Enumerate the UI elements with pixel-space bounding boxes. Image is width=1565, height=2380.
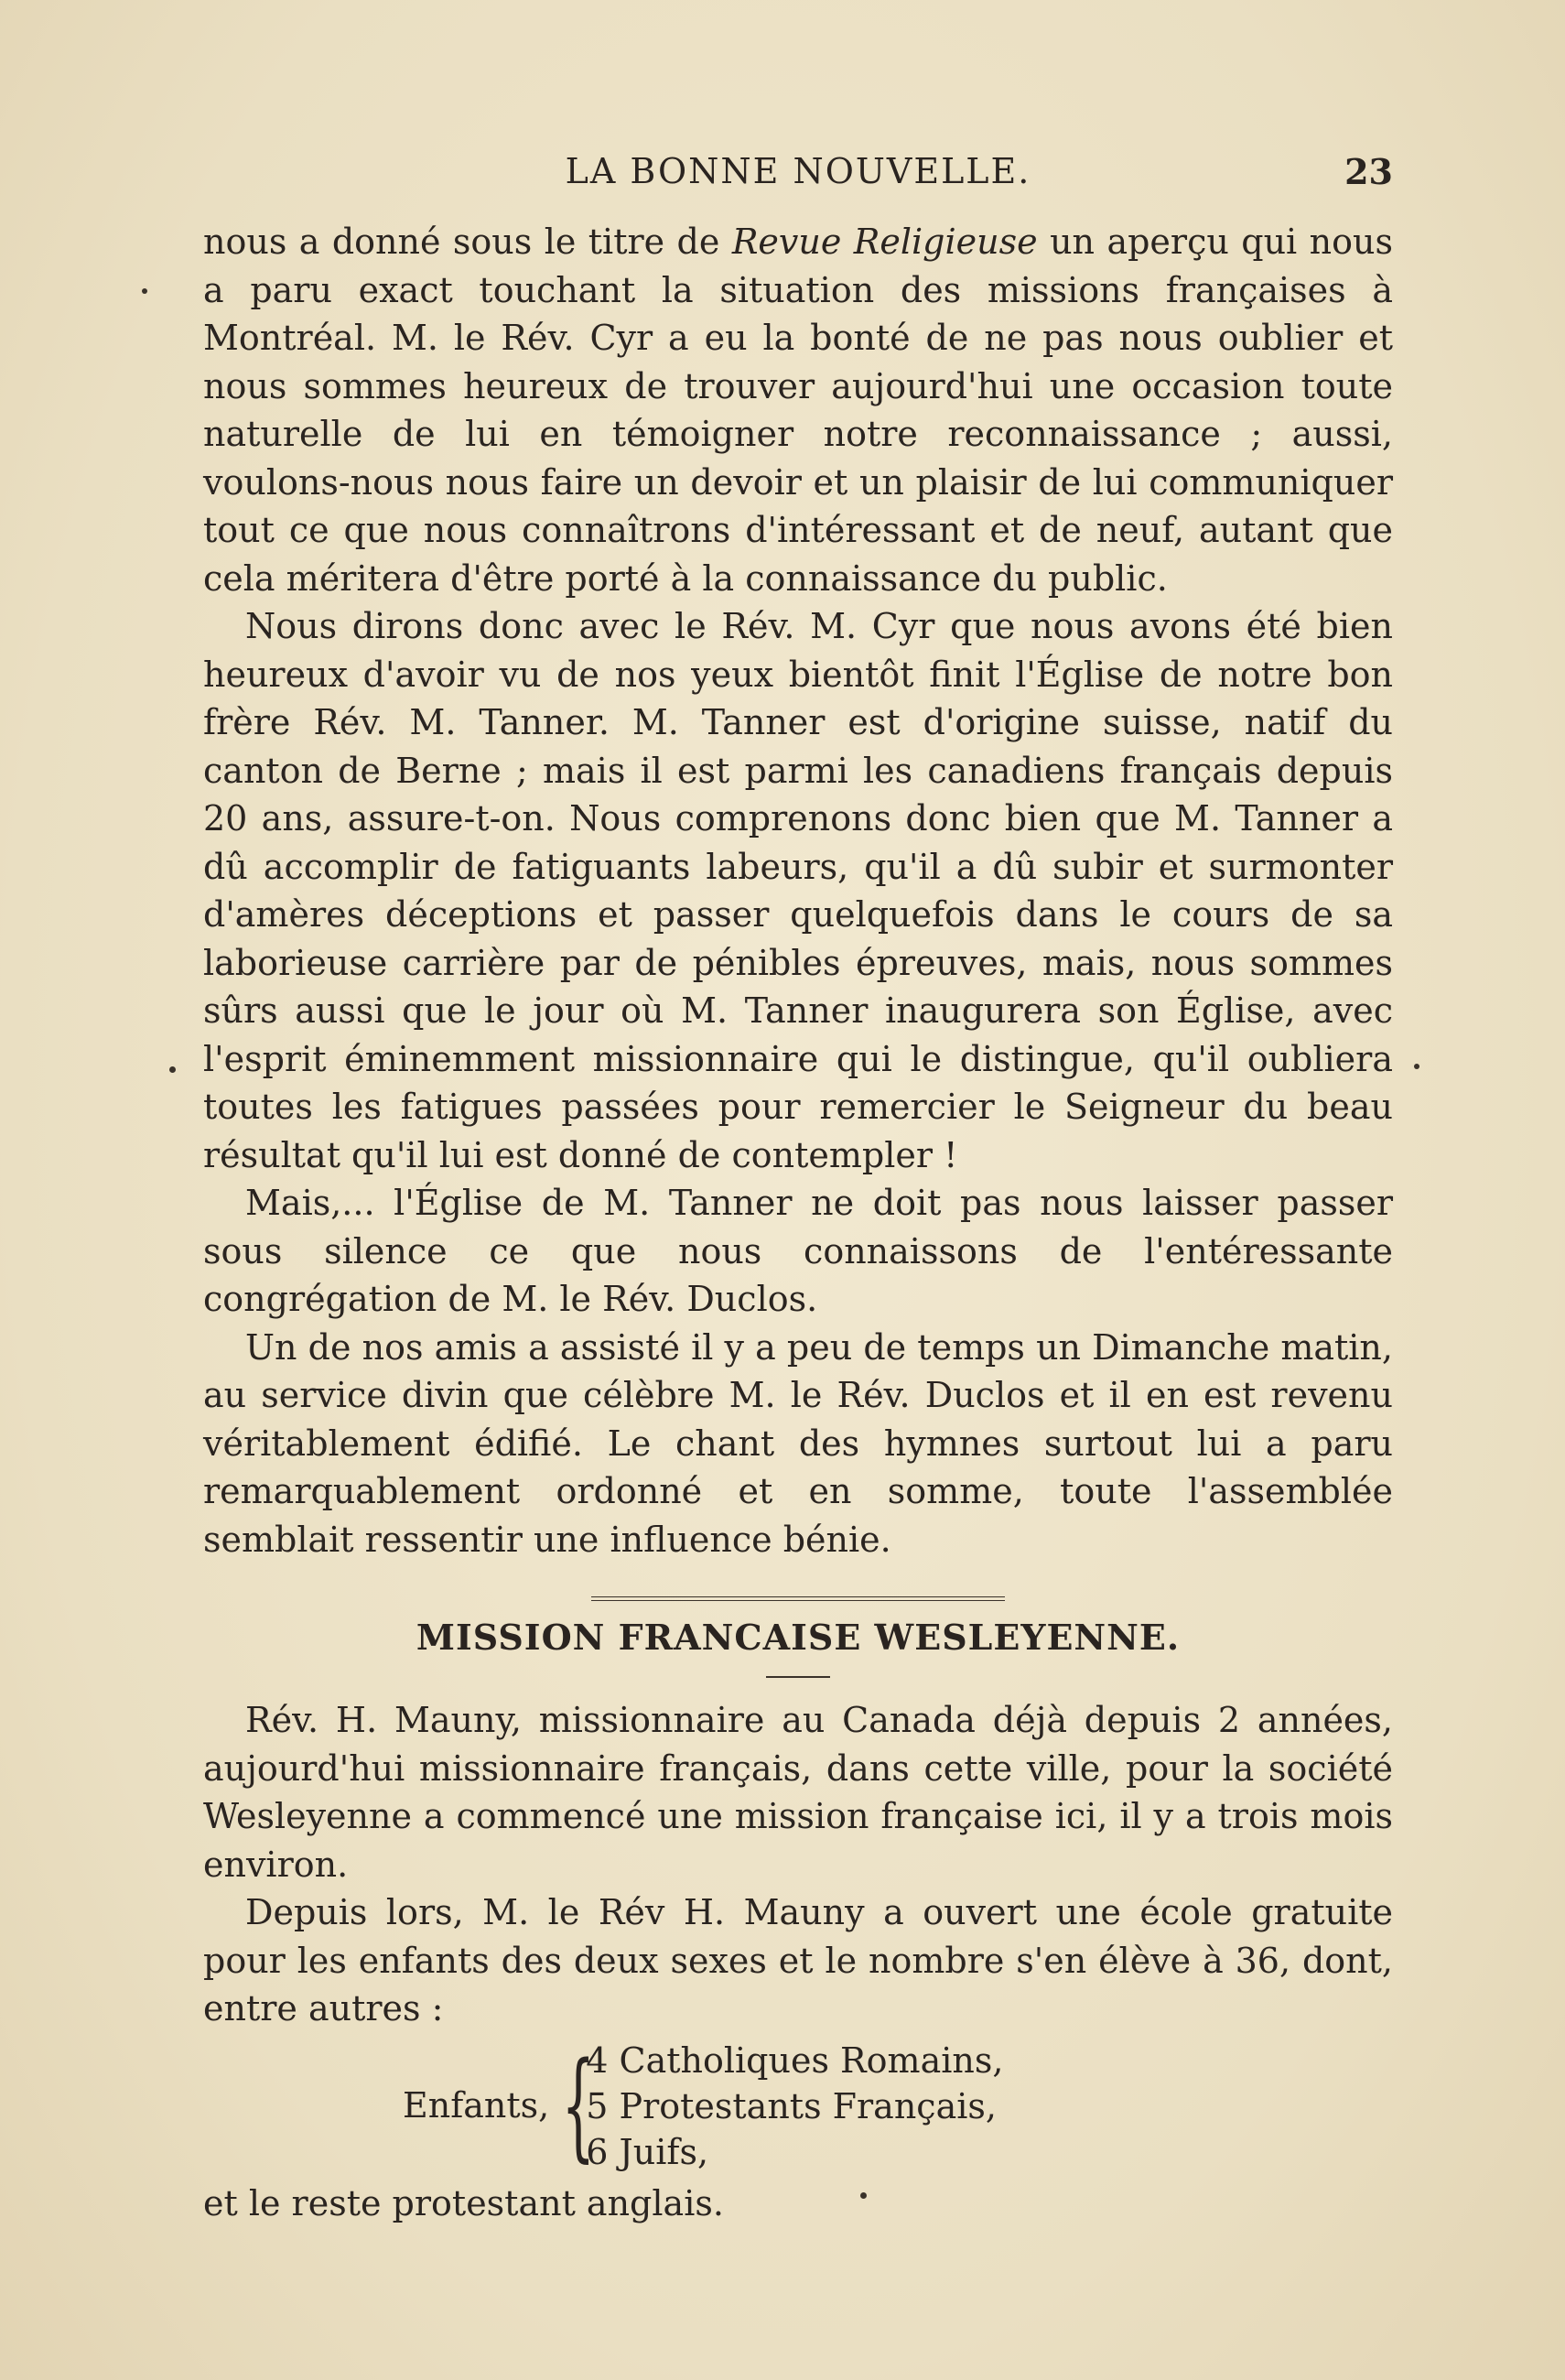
ink-speck [169,1066,176,1073]
children-label: Enfants, [403,2085,550,2126]
paragraph: Un de nos amis a assisté il y a peu de temps un Dimanche matin, au service divin que célèbre M. le Rév. Duclos et il en est revenu véritablement édifié. Le chant des hymnes surtout lui a paru remarquablement ordonné et en somme, toute l'assemblée semblait ressentir une influence bénie. [203,1326,1393,1560]
paragraph: Nous dirons donc avec le Rév. M. Cyr que nous avons été bien heureux d'avoir vu de nos yeux bientôt finit l'Église de notre bon frère Rév. M. Tanner. M. Tanner est d'origine suisse, natif du canton de Berne ; mais il est parmi les canadiens français depuis 20 ans, assure-t-on. Nous comprenons donc bien que M. Tanner a dû accomplir de fatiguants labeurs, qu'il a dû subir et surmonter d'amères déceptions et passer quelquefois dans le cours de sa laborieuse carrière par de pénibles épreuves, mais, nous sommes sûrs aussi que le jour où M. Tanner inaugurera son Église, avec l'esprit éminemment missionnaire qui le distingue, qu'il oubliera toutes les fatigues passées pour remercier le Seigneur du beau résultat qu'il lui est donné de contempler ! [203,606,1393,1175]
text-run: nous a donné sous le titre de [203,222,720,262]
publication-title: Revue Religieuse [731,222,1038,262]
page-header [203,151,1393,197]
ink-speck [1414,1064,1419,1069]
section-divider [591,1596,1005,1601]
heading-underline [766,1676,830,1678]
paragraph: Rév. H. Mauny, missionnaire au Canada déjà depuis 2 années, aujourd'hui missionnaire français, dans cette ville, pour la société Wesleyenne a commencé une mission française ici, il y a trois mois environ. [203,1700,1393,1885]
body-text [203,218,1393,2227]
text-run: un aperçu qui nous a paru exact touchant la situation des missions françaises à Montréal. M. le Rév. Cyr a eu la bonté de ne pas nous oublier et nous sommes heureux de trouver aujourd'hui une occasion toute naturelle de lui en témoigner notre reconnaissance ; aussi, voulons-nous nous faire un devoir et un plaisir de lui communiquer tout ce que nous connaîtrons d'intéressant et de neuf, autant que cela méritera d'être porté à la connaissance du public. [203,222,1393,599]
paragraph [203,218,1393,602]
section-heading: MISSION FRANCAISE WESLEYENNE. [416,1617,1181,1658]
children-list [586,2038,1003,2175]
list-item: 6 Juifs, [586,2131,709,2172]
list-item: 5 Protestants Français, [586,2085,997,2126]
paragraph: Mais,... l'Église de M. Tanner ne doit pas nous laisser passer sous silence ce que nous connaissons de l'entéressante congrégation de M. le Rév. Duclos. [203,1183,1393,1319]
paragraph: et le reste protestant anglais. [203,2182,724,2223]
running-title: LA BONNE NOUVELLE. [565,151,1031,191]
ink-speck [860,2192,867,2199]
paragraph: Depuis lors, M. le Rév H. Mauny a ouvert une école gratuite pour les enfants des deux sexes et le nombre s'en élève à 36, dont, entre autres : [203,1892,1393,2028]
list-item: 4 Catholiques Romains, [586,2039,1004,2081]
ink-speck [142,288,147,294]
page-number: 23 [1344,151,1393,192]
children-breakdown [403,2033,1393,2180]
brace-icon: { [561,2037,596,2174]
